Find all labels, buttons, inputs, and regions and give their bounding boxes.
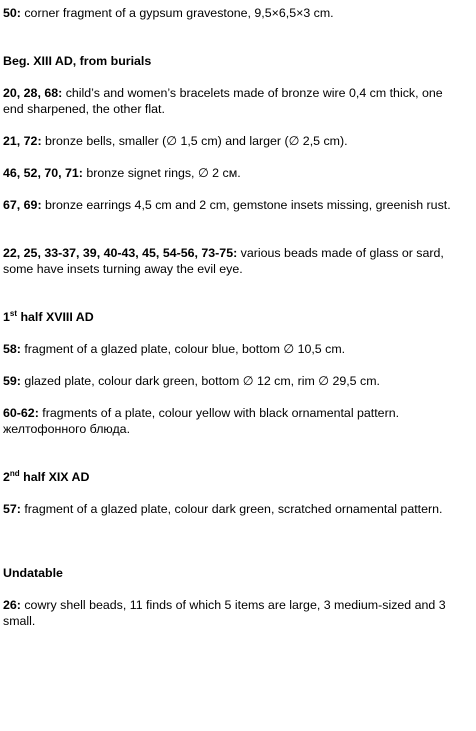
catalog-entry-50 — [3, 5, 334, 21]
entry-numbers: 57: — [3, 502, 21, 516]
entry-numbers: 60-62: — [3, 406, 39, 420]
heading-text: Undatable — [3, 566, 63, 580]
catalog-entry-46-52-70-71 — [3, 165, 241, 181]
entry-description: cowry shell beads, 11 finds of which 5 items are large, 3 medium-sized and 3 small. — [3, 598, 446, 628]
catalog-entry-60-62 — [3, 405, 463, 437]
entry-numbers: 59: — [3, 374, 21, 388]
catalog-entry-21-72 — [3, 133, 348, 149]
catalog-entry-beads — [3, 245, 463, 277]
heading-text: half XIX AD — [19, 470, 90, 484]
entry-numbers: 21, 72: — [3, 134, 42, 148]
heading-text: half XVIII AD — [17, 310, 94, 324]
entry-description: bronze signet rings, ∅ 2 см. — [82, 166, 241, 180]
entry-description: various beads made of glass or sard, some have insets turning away the evil eye. — [3, 246, 444, 276]
section-heading-undatable — [3, 565, 63, 581]
heading-ordinal-suffix: st — [9, 309, 18, 318]
catalog-entry-57 — [3, 501, 442, 517]
entry-numbers: 67, 69: — [3, 198, 42, 212]
entry-numbers: 26: — [3, 598, 21, 612]
entry-description: bronze earrings 4,5 cm and 2 cm, gemstone insets missing, greenish rust. — [41, 198, 451, 212]
entry-numbers: 20, 28, 68: — [3, 86, 63, 100]
heading-text: Beg. XIII AD, from burials — [3, 54, 152, 68]
entry-description: bronze bells, smaller (∅ 1,5 cm) and larger (∅ 2,5 cm). — [41, 134, 348, 148]
entry-description: fragment of a glazed plate, colour dark green, scratched ornamental pattern. — [20, 502, 443, 516]
entry-description: child’s and women’s bracelets made of bronze wire 0,4 cm thick, one end sharpened, the other flat. — [3, 86, 443, 116]
heading-number: 1 — [3, 310, 10, 324]
section-heading-1st-half-xviii — [3, 309, 94, 325]
catalog-entry-67-69 — [3, 197, 451, 213]
catalog-entry-20-28-68 — [3, 85, 463, 117]
entry-numbers: 58: — [3, 342, 21, 356]
catalog-entry-58 — [3, 341, 345, 357]
heading-ordinal-suffix: nd — [9, 469, 20, 478]
entry-description: glazed plate, colour dark green, bottom ∅ 12 cm, rim ∅ 29,5 cm. — [20, 374, 380, 388]
catalog-entry-59 — [3, 373, 380, 389]
section-heading-2nd-half-xix — [3, 469, 89, 485]
entry-description: fragment of a glazed plate, colour blue, bottom ∅ 10,5 cm. — [20, 342, 346, 356]
heading-number: 2 — [3, 470, 10, 484]
catalog-entry-26 — [3, 597, 463, 629]
section-heading-beg-xiii — [3, 53, 151, 69]
entry-numbers: 22, 25, 33-37, 39, 40-43, 45, 54-56, 73-75: — [3, 246, 238, 260]
entry-numbers: 46, 52, 70, 71: — [3, 166, 83, 180]
entry-description: fragments of a plate, colour yellow with black ornamental pattern. желтофонного блюда. — [3, 406, 400, 436]
entry-description: corner fragment of a gypsum gravestone, 9,5×6,5×3 cm. — [20, 6, 334, 20]
entry-numbers: 50: — [3, 6, 21, 20]
